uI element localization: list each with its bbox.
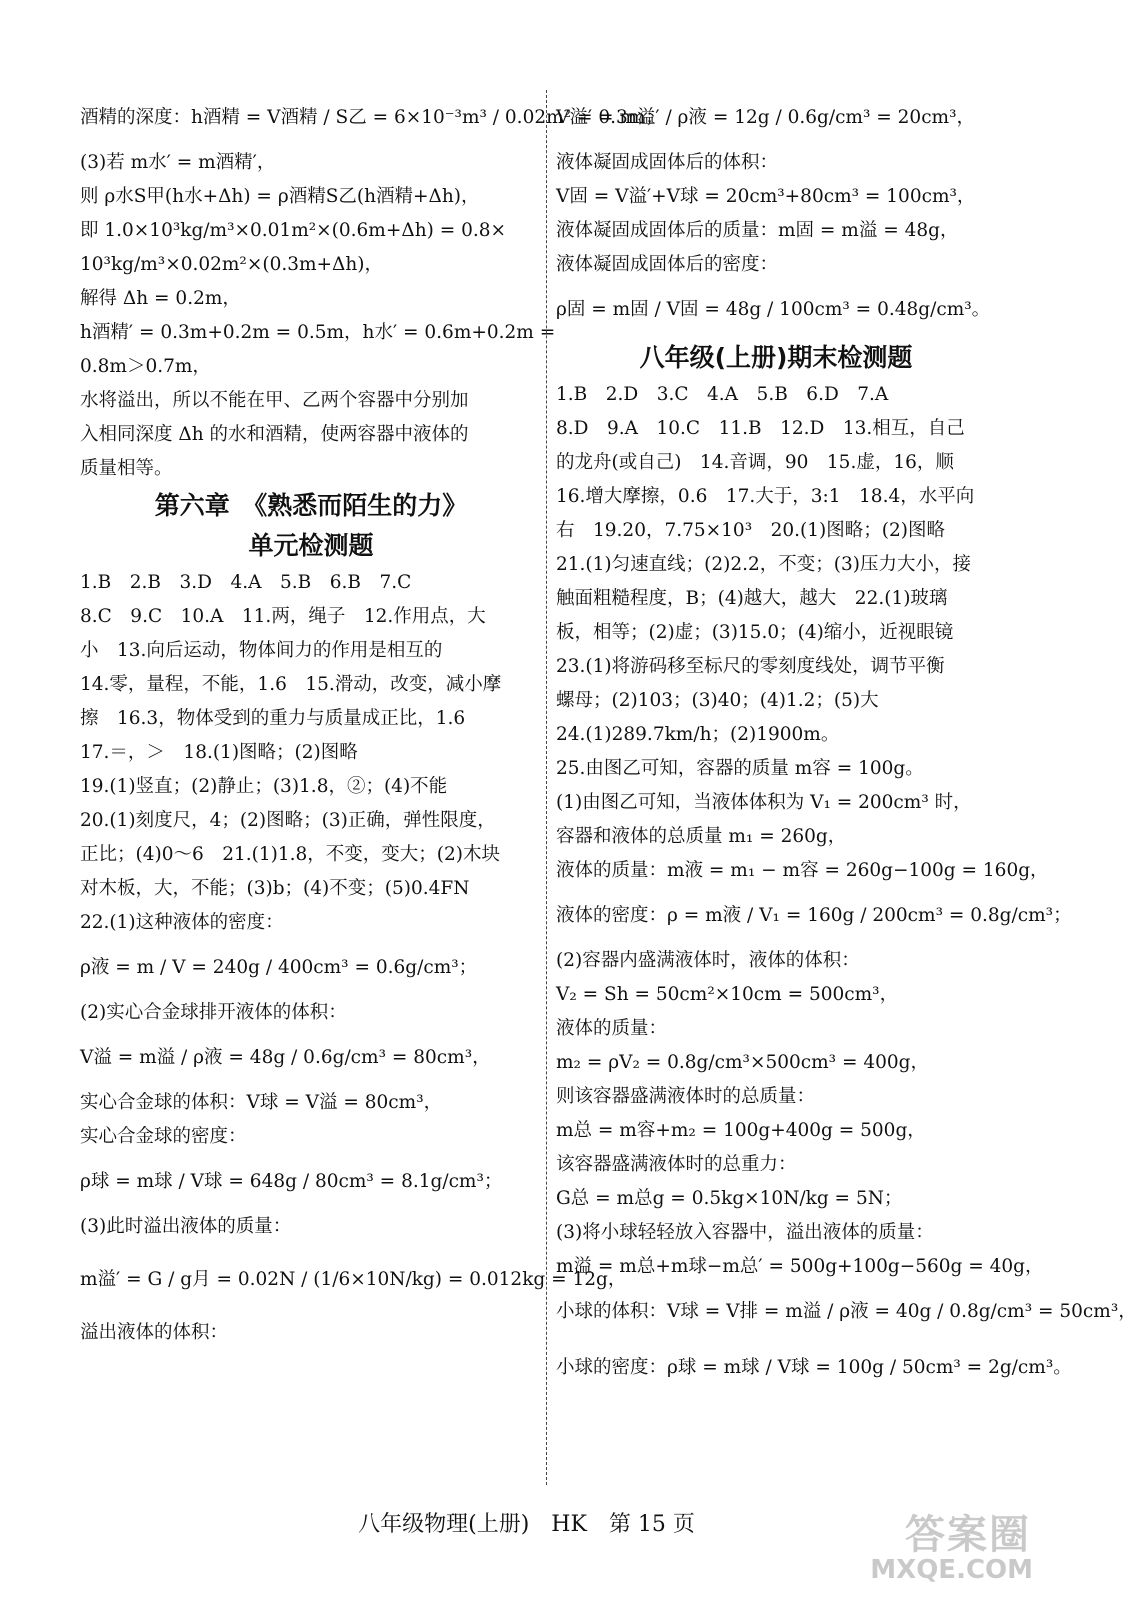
- column-divider: [546, 90, 547, 1485]
- text-line: (2)容器内盛满液体时，液体的体积：: [556, 950, 860, 971]
- text-line: ρ液 = m / V = 240g / 400cm³ = 0.6g/cm³；: [80, 957, 478, 978]
- text-line: 溢出液体的体积：: [80, 1322, 229, 1343]
- text-line: V固 = V溢′+V球 = 20cm³+80cm³ = 100cm³，: [556, 186, 976, 207]
- text-line: 解得 Δh = 0.2m，: [80, 288, 241, 309]
- text-line: 16.增大摩擦，0.6 17.大于，3:1 18.4，水平向: [556, 486, 975, 507]
- text-line: 1.B 2.D 3.C 4.A 5.B 6.D 7.A: [556, 384, 889, 405]
- text-line: 实心合金球的密度：: [80, 1126, 247, 1147]
- text-line: 小球的密度：ρ球 = m球 / V球 = 100g / 50cm³ = 2g/cm³。: [556, 1357, 1072, 1378]
- text-line: 水将溢出，所以不能在甲、乙两个容器中分别加: [80, 390, 469, 411]
- section-heading: 八年级(上册)期末检测题: [639, 343, 913, 372]
- text-line: m溢 = m总+m球−m总′ = 500g+100g−560g = 40g，: [556, 1256, 1044, 1277]
- text-line: m溢′ = G / g月 = 0.02N / (1/6×10N/kg) = 0.012kg = 12g，: [80, 1269, 627, 1290]
- text-line: 实心合金球的体积：V球 = V溢 = 80cm³，: [80, 1092, 443, 1113]
- text-line: 正比；(4)0～6 21.(1)1.8，不变，变大；(2)木块: [80, 844, 501, 865]
- text-line: m₂ = ρV₂ = 0.8g/cm³×500cm³ = 400g，: [556, 1052, 929, 1073]
- text-line: 20.(1)刻度尺，4；(2)图略；(3)正确，弹性限度，: [80, 810, 496, 831]
- text-line: 酒精的深度：h酒精 = V酒精 / S乙 = 6×10⁻³m³ / 0.02m² = 0.3m；: [80, 107, 664, 128]
- text-line: 25.由图乙可知，容器的质量 m容 = 100g。: [556, 758, 924, 779]
- text-line: 该容器盛满液体时的总重力：: [556, 1154, 797, 1175]
- text-line: 液体的质量：m液 = m₁ − m容 = 260g−100g = 160g，: [556, 860, 1049, 881]
- text-line: 22.(1)这种液体的密度：: [80, 912, 284, 933]
- watermark-logo: [839, 1495, 1039, 1591]
- text-line: ρ球 = m球 / V球 = 648g / 80cm³ = 8.1g/cm³；: [80, 1171, 503, 1192]
- section-heading: 第六章 《熟悉而陌生的力》: [154, 491, 468, 520]
- text-line: G总 = m总g = 0.5kg×10N/kg = 5N；: [556, 1188, 903, 1209]
- text-line: 液体凝固成固体后的体积：: [556, 152, 779, 173]
- text-line: (2)实心合金球排开液体的体积：: [80, 1002, 347, 1023]
- text-line: 容器和液体的总质量 m₁ = 260g，: [556, 826, 847, 847]
- text-line: 对木板，大，不能；(3)b；(4)不变；(5)0.4FN: [80, 878, 470, 899]
- right-column: [556, 90, 1137, 1396]
- text-line: 液体凝固成固体后的质量：m固 = m溢 = 48g，: [556, 220, 959, 241]
- text-line: (3)若 m水′ = m酒精′，: [80, 152, 276, 173]
- text-line: h酒精′ = 0.3m+0.2m = 0.5m，h水′ = 0.6m+0.2m =: [80, 322, 556, 343]
- text-line: 则该容器盛满液体时的总质量：: [556, 1086, 816, 1107]
- text-line: V溢′ = m溢′ / ρ液 = 12g / 0.6g/cm³ = 20cm³，: [556, 107, 976, 128]
- text-line: 液体的质量：: [556, 1018, 668, 1039]
- text-line: V₂ = Sh = 50cm²×10cm = 500cm³，: [556, 984, 899, 1005]
- watermark-text: 答案圈: [905, 1512, 1031, 1558]
- text-line: (1)由图乙可知，当液体体积为 V₁ = 200cm³ 时，: [556, 792, 972, 813]
- text-line: 的龙舟(或自己) 14.音调，90 15.虚，16，顺: [556, 452, 954, 473]
- text-line: 17.＝，＞ 18.(1)图略；(2)图略: [80, 742, 358, 763]
- text-line: 右 19.20，7.75×10³ 20.(1)图略；(2)图略: [556, 520, 945, 541]
- section-heading: 单元检测题: [248, 531, 374, 560]
- watermark-url: MXQE.COM: [870, 1555, 1033, 1585]
- text-line: 擦 16.3，物体受到的重力与质量成正比，1.6: [80, 708, 466, 729]
- text-line: (3)将小球轻轻放入容器中，溢出液体的质量：: [556, 1222, 934, 1243]
- text-line: (3)此时溢出液体的质量：: [80, 1216, 292, 1237]
- text-line: 小 13.向后运动，物体间力的作用是相互的: [80, 640, 443, 661]
- text-line: V溢 = m溢 / ρ液 = 48g / 0.6g/cm³ = 80cm³，: [80, 1047, 491, 1068]
- text-line: 14.零，量程，不能，1.6 15.滑动，改变，减小摩: [80, 674, 502, 695]
- text-line: 21.(1)匀速直线；(2)2.2，不变；(3)压力大小，接: [556, 554, 971, 575]
- text-line: 1.B 2.B 3.D 4.A 5.B 6.B 7.C: [80, 572, 412, 593]
- text-line: 液体的密度：ρ = m液 / V₁ = 160g / 200cm³ = 0.8g/cm³；: [556, 905, 1072, 926]
- text-line: 触面粗糙程度，B；(4)越大，越大 22.(1)玻璃: [556, 588, 948, 609]
- text-line: 即 1.0×10³kg/m³×0.01m²×(0.6m+Δh) = 0.8×: [80, 220, 507, 241]
- left-column: [80, 90, 664, 1350]
- text-line: 质量相等。: [80, 458, 173, 479]
- text-line: 10³kg/m³×0.02m²×(0.3m+Δh)，: [80, 254, 384, 275]
- text-line: 板，相等；(2)虚；(3)15.0；(4)缩小，近视眼镜: [556, 622, 954, 643]
- text-line: 0.8m＞0.7m，: [80, 356, 211, 377]
- text-line: ρ固 = m固 / V固 = 48g / 100cm³ = 0.48g/cm³。: [556, 299, 991, 320]
- text-line: 8.D 9.A 10.C 11.B 12.D 13.相互，自己: [556, 418, 965, 439]
- text-line: 入相同深度 Δh 的水和酒精，使两容器中液体的: [80, 424, 469, 445]
- text-line: 螺母；(2)103；(3)40；(4)1.2；(5)大: [556, 690, 879, 711]
- text-line: 23.(1)将游码移至标尺的零刻度线处，调节平衡: [556, 656, 945, 677]
- text-line: 液体凝固成固体后的密度：: [556, 254, 779, 275]
- text-line: 19.(1)竖直；(2)静止；(3)1.8，②；(4)不能: [80, 776, 448, 797]
- text-line: 24.(1)289.7km/h；(2)1900m。: [556, 724, 840, 745]
- text-line: 则 ρ水S甲(h水+Δh) = ρ酒精S乙(h酒精+Δh)，: [80, 186, 480, 207]
- text-line: 小球的体积：V球 = V排 = m溢 / ρ液 = 40g / 0.8g/cm³ = 50cm³，: [556, 1301, 1137, 1322]
- text-line: m总 = m容+m₂ = 100g+400g = 500g，: [556, 1120, 926, 1141]
- page-footer: 八年级物理(上册) HK 第 15 页: [358, 1512, 695, 1537]
- text-line: 8.C 9.C 10.A 11.两，绳子 12.作用点，大: [80, 606, 486, 627]
